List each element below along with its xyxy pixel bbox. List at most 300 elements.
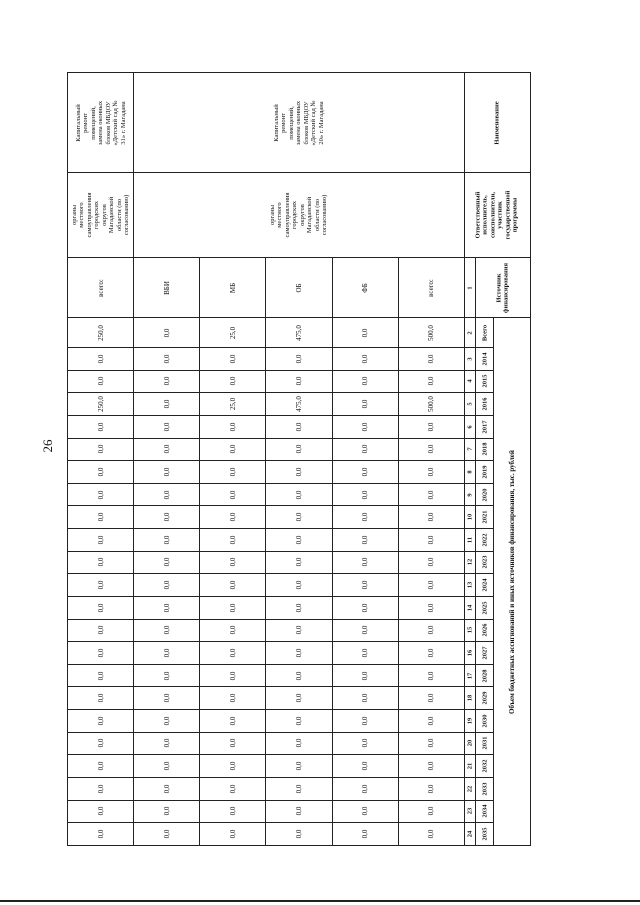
row-total-text: 25,0	[228, 326, 237, 339]
row-value	[68, 687, 134, 710]
row-value-text: 0,0	[228, 625, 237, 635]
col-number-2	[464, 318, 475, 348]
row-value	[200, 348, 266, 371]
row-value-text: 0,0	[361, 625, 370, 635]
row-value-text: 0,0	[96, 512, 105, 522]
row-value-text: 0,0	[295, 829, 304, 839]
col-number-text: 6	[466, 425, 474, 429]
row-value-text: 0,0	[228, 648, 237, 658]
bottom-rule	[0, 900, 640, 902]
row-value	[332, 710, 398, 733]
year-header-2028	[476, 664, 494, 687]
row-value-text: 0,0	[361, 739, 370, 748]
row-value-text: 0,0	[228, 671, 237, 680]
row-value-text: 0,0	[162, 671, 171, 680]
row-value-text: 0,0	[427, 603, 436, 613]
row-value-text: 0,0	[228, 739, 237, 748]
row-value	[332, 823, 398, 846]
row-value	[134, 506, 200, 529]
row-source-text: ВБИ	[162, 280, 171, 295]
row-value	[68, 438, 134, 461]
row-value	[200, 687, 266, 710]
row-value-text: 0,0	[96, 444, 105, 454]
row-value	[398, 687, 464, 710]
year-header-2033	[476, 777, 494, 800]
row-value	[200, 596, 266, 619]
col-number-text: 7	[466, 447, 474, 451]
row-value-text: 0,0	[96, 761, 105, 771]
row-value-text: 0,0	[228, 784, 237, 794]
row-executor-text: органы местного самоуправления городских округов Магаданской области (по согласованию)	[70, 192, 130, 238]
row-value	[266, 619, 332, 642]
col-number-text: 4	[466, 379, 474, 384]
row-value-text: 0,0	[162, 354, 171, 364]
row-value	[332, 506, 398, 529]
row-value-text: 0,0	[361, 829, 370, 839]
row-value-text: 0,0	[427, 761, 436, 771]
row-value	[68, 664, 134, 687]
row-value	[200, 370, 266, 393]
row-executor	[68, 173, 134, 258]
row-value-text: 0,0	[361, 377, 370, 386]
row-value	[200, 777, 266, 800]
col-number-14	[464, 596, 475, 619]
row-value	[398, 710, 464, 733]
year-label: 2014	[481, 352, 489, 366]
row-value	[200, 755, 266, 778]
row-value-text: 0,0	[361, 558, 370, 567]
col-number-text: 10	[466, 513, 474, 521]
col-number-text: 14	[466, 604, 474, 611]
row-value-text: 0,0	[295, 535, 304, 545]
year-header-2014	[476, 348, 494, 371]
row-value-text: 0,0	[96, 671, 105, 680]
row-value	[134, 348, 200, 371]
row-value-text: 0,0	[361, 580, 370, 590]
year-label: 2033	[481, 782, 489, 796]
row-value	[332, 529, 398, 552]
col-number-20	[464, 732, 475, 755]
col-number-1	[464, 258, 475, 318]
row-value-text: 0,0	[361, 512, 370, 522]
row-value-text: 0,0	[162, 625, 171, 635]
row-value-text: 0,0	[361, 535, 370, 545]
year-header-2021	[476, 506, 494, 529]
row-total-text: 250,0	[96, 324, 105, 341]
row-value	[200, 619, 266, 642]
row-value	[266, 777, 332, 800]
row-value	[200, 664, 266, 687]
col-number-text: 8	[466, 470, 474, 474]
row-value-text: 0,0	[295, 761, 304, 771]
row-value	[68, 393, 134, 416]
year-header-2024	[476, 574, 494, 597]
col-number-text: 1	[466, 285, 474, 290]
row-value	[68, 755, 134, 778]
row-value-text: 0,0	[96, 377, 105, 386]
row-value-text: 0,0	[228, 444, 237, 454]
row-value-text: 0,0	[228, 467, 237, 477]
row-value	[332, 687, 398, 710]
row-value	[68, 483, 134, 506]
row-value	[134, 777, 200, 800]
row-value-text: 0,0	[162, 784, 171, 794]
col-number-3	[464, 348, 475, 371]
row-value-text: 0,0	[427, 739, 436, 748]
row-value-text: 0,0	[96, 535, 105, 545]
row-source	[266, 258, 332, 318]
year-label: 2030	[481, 714, 489, 728]
row-value	[332, 370, 398, 393]
col-number-text: 5	[466, 402, 474, 406]
row-value-text: 0,0	[427, 467, 436, 477]
row-value-text: 0,0	[162, 467, 171, 477]
row-value-text: 0,0	[361, 784, 370, 794]
row-value-text: 0,0	[361, 693, 370, 703]
row-value	[134, 529, 200, 552]
row-value	[68, 415, 134, 438]
col-number-18	[464, 687, 475, 710]
row-value-text: 0,0	[295, 512, 304, 522]
col-number-text: 24	[466, 830, 474, 838]
row-value	[398, 483, 464, 506]
row-value-text: 0,0	[361, 444, 370, 454]
col-number-text: 21	[466, 762, 474, 770]
row-value-text: 0,0	[96, 580, 105, 590]
row-value	[68, 732, 134, 755]
total-header-text: Всего	[481, 324, 489, 341]
row-value-text: 0,0	[295, 716, 304, 726]
row-value	[134, 755, 200, 778]
row-value-text: 0,0	[228, 422, 237, 432]
row-value-text: 0,0	[295, 603, 304, 613]
row-value	[134, 596, 200, 619]
row-value	[398, 461, 464, 484]
row-value	[266, 393, 332, 416]
row-value	[398, 574, 464, 597]
col-executor-header	[464, 173, 530, 258]
row-value-text: 0,0	[295, 467, 304, 477]
year-header-2032	[476, 755, 494, 778]
row-value-text: 0,0	[96, 648, 105, 658]
row-value	[332, 461, 398, 484]
row-value-text: 250,0	[96, 396, 105, 412]
year-header-2016	[476, 393, 494, 416]
year-label: 2029	[481, 691, 489, 705]
row-value	[332, 393, 398, 416]
row-value	[68, 800, 134, 823]
row-value-text: 0,0	[361, 399, 370, 409]
row-value	[200, 529, 266, 552]
col-number-11	[464, 529, 475, 552]
row-total-text: 0,0	[361, 328, 370, 337]
row-value	[134, 370, 200, 393]
row-value-text: 0,0	[96, 739, 105, 748]
row-value	[134, 483, 200, 506]
row-value-text: 0,0	[96, 422, 105, 432]
row-total	[200, 318, 266, 348]
row-value-text: 0,0	[228, 603, 237, 613]
row-value-text: 0,0	[162, 648, 171, 658]
row-value-text: 0,0	[361, 806, 370, 816]
table-row	[398, 73, 464, 846]
row-value	[398, 529, 464, 552]
table-row	[68, 73, 134, 846]
col-number-21	[464, 755, 475, 778]
year-header-2019	[476, 461, 494, 484]
row-value	[332, 755, 398, 778]
row-total	[398, 318, 464, 348]
row-name-text: Капитальный ремонт помещений, замена оконных блоков МБДОУ «Детский сад № 31» г. Магадана	[74, 99, 127, 146]
row-value-text: 0,0	[228, 512, 237, 522]
year-header-2027	[476, 642, 494, 665]
row-value-text: 0,0	[361, 603, 370, 613]
row-value-text: 0,0	[96, 716, 105, 726]
row-value	[266, 755, 332, 778]
row-total	[332, 318, 398, 348]
row-value-text: 0,0	[361, 490, 370, 499]
year-label: 2028	[481, 669, 489, 683]
volume-title-header	[493, 318, 530, 846]
year-label: 2021	[481, 510, 489, 524]
row-source-text: ФБ	[361, 282, 370, 293]
row-value	[398, 370, 464, 393]
row-value-text: 0,0	[228, 490, 237, 499]
year-label: 2018	[481, 442, 489, 456]
row-value-text: 0,0	[162, 693, 171, 703]
row-value	[398, 642, 464, 665]
row-value	[266, 506, 332, 529]
year-header-2035	[476, 823, 494, 846]
row-value	[266, 438, 332, 461]
row-value-text: 0,0	[427, 580, 436, 590]
row-name-text: Капитальный ремонт помещений, замена оконных блоков МБДОУ «Детский сад № 20» г. Магадана	[272, 99, 325, 146]
row-value-text: 0,0	[427, 716, 436, 726]
year-label: 2019	[481, 465, 489, 479]
row-value-text: 0,0	[228, 580, 237, 590]
row-value	[398, 755, 464, 778]
col-executor-header-text: Ответственный исполнитель, соисполнители, участник государственной программы	[475, 190, 520, 240]
year-label: 2015	[481, 374, 489, 388]
year-label: 2023	[481, 555, 489, 569]
row-total	[68, 318, 134, 348]
year-label: 2035	[481, 827, 489, 841]
row-value-text: 0,0	[427, 377, 436, 386]
row-value	[398, 393, 464, 416]
row-value	[68, 574, 134, 597]
row-value-text: 0,0	[295, 354, 304, 364]
row-value	[134, 642, 200, 665]
year-label: 2017	[481, 420, 489, 434]
row-value	[332, 483, 398, 506]
row-value-text: 0,0	[427, 512, 436, 522]
row-source-text: всего:	[96, 278, 105, 297]
year-label: 2020	[481, 488, 489, 502]
row-value-text: 0,0	[427, 535, 436, 545]
row-value-text: 0,0	[427, 671, 436, 680]
col-number-text: 11	[466, 536, 474, 543]
row-value	[134, 619, 200, 642]
row-value	[134, 800, 200, 823]
year-header-2026	[476, 619, 494, 642]
year-header-2029	[476, 687, 494, 710]
row-value-text: 0,0	[427, 693, 436, 703]
row-total-text: 0,0	[162, 328, 171, 337]
row-total	[266, 318, 332, 348]
row-value	[200, 823, 266, 846]
row-value	[266, 687, 332, 710]
row-value-text: 0,0	[427, 558, 436, 567]
row-value-text: 0,0	[162, 603, 171, 613]
row-value-text: 0,0	[96, 806, 105, 816]
col-number-6	[464, 415, 475, 438]
row-value-text: 0,0	[228, 829, 237, 839]
row-value-text: 0,0	[162, 806, 171, 816]
row-value	[68, 777, 134, 800]
row-value-text: 0,0	[228, 354, 237, 364]
col-name-header	[464, 73, 530, 173]
row-value-text: 0,0	[295, 580, 304, 590]
col-name-header-text: Наименование	[493, 100, 501, 145]
row-value	[68, 710, 134, 733]
row-value	[134, 551, 200, 574]
row-value	[332, 619, 398, 642]
col-number-19	[464, 710, 475, 733]
row-value	[266, 370, 332, 393]
row-value-text: 0,0	[427, 422, 436, 432]
row-value	[398, 596, 464, 619]
page-number: 26	[40, 439, 55, 453]
row-executor-text: органы местного самоуправления городских округов Магаданской области (по согласованию)	[269, 192, 329, 238]
row-value	[200, 574, 266, 597]
row-value	[398, 348, 464, 371]
row-value-text: 0,0	[361, 671, 370, 680]
year-header-2025	[476, 596, 494, 619]
row-value	[200, 800, 266, 823]
row-source	[332, 258, 398, 318]
col-source-header-text: Источник финансирования	[495, 262, 511, 313]
row-value-text: 0,0	[228, 806, 237, 816]
year-label: 2026	[481, 623, 489, 637]
col-number-text: 2	[466, 330, 474, 335]
row-value-text: 0,0	[427, 806, 436, 816]
row-source-text: ОБ	[295, 282, 304, 293]
row-value	[398, 777, 464, 800]
row-value	[398, 800, 464, 823]
row-value	[332, 800, 398, 823]
row-value	[68, 506, 134, 529]
col-number-4	[464, 370, 475, 393]
row-value-text: 0,0	[361, 467, 370, 477]
col-number-7	[464, 438, 475, 461]
row-value-text: 0,0	[427, 490, 436, 499]
row-value	[200, 642, 266, 665]
row-executor	[134, 173, 465, 258]
row-value-text: 25,0	[228, 397, 237, 411]
row-value	[398, 619, 464, 642]
row-value-text: 0,0	[228, 377, 237, 386]
row-value	[68, 823, 134, 846]
row-value	[332, 574, 398, 597]
row-value-text: 0,0	[427, 829, 436, 839]
row-value	[68, 642, 134, 665]
year-label: 2025	[481, 601, 489, 615]
row-value	[200, 415, 266, 438]
row-value	[332, 415, 398, 438]
row-value-text: 0,0	[295, 739, 304, 748]
row-value	[200, 506, 266, 529]
row-source	[398, 258, 464, 318]
row-value	[200, 732, 266, 755]
row-value	[266, 800, 332, 823]
row-value-text: 0,0	[96, 467, 105, 477]
row-name	[68, 73, 134, 173]
row-value	[134, 664, 200, 687]
row-value	[266, 574, 332, 597]
col-number-9	[464, 483, 475, 506]
year-label: 2024	[481, 578, 489, 592]
row-total-text: 500,0	[427, 324, 436, 341]
col-number-24	[464, 823, 475, 846]
year-label: 2027	[481, 646, 489, 660]
row-value	[398, 551, 464, 574]
row-value-text: 0,0	[295, 490, 304, 499]
row-value-text: 0,0	[295, 671, 304, 680]
year-header-2023	[476, 551, 494, 574]
row-value-text: 0,0	[295, 648, 304, 658]
row-value	[398, 506, 464, 529]
row-value	[332, 664, 398, 687]
row-value	[134, 438, 200, 461]
row-value	[398, 732, 464, 755]
row-value	[134, 415, 200, 438]
row-value-text: 0,0	[96, 829, 105, 839]
year-header-2030	[476, 710, 494, 733]
row-value	[68, 348, 134, 371]
row-value	[200, 393, 266, 416]
row-value-text: 0,0	[162, 829, 171, 839]
row-source	[200, 258, 266, 318]
row-value	[266, 483, 332, 506]
row-value	[68, 596, 134, 619]
row-source	[134, 258, 200, 318]
year-header-2031	[476, 732, 494, 755]
row-value-text: 0,0	[295, 806, 304, 816]
row-value	[266, 529, 332, 552]
row-value	[332, 777, 398, 800]
row-value-text: 0,0	[295, 693, 304, 703]
year-label: 2034	[481, 804, 489, 818]
total-header	[476, 318, 494, 348]
row-value	[134, 393, 200, 416]
volume-title-text: Объем бюджетных ассигнований и иных источников финансирования, тыс. рублей	[507, 449, 516, 714]
row-value-text: 0,0	[228, 558, 237, 567]
row-value-text: 0,0	[427, 784, 436, 794]
row-value-text: 0,0	[96, 603, 105, 613]
col-number-8	[464, 461, 475, 484]
year-header-2020	[476, 483, 494, 506]
row-value-text: 0,0	[295, 377, 304, 386]
row-value-text: 0,0	[162, 422, 171, 432]
year-header-2017	[476, 415, 494, 438]
col-number-15	[464, 619, 475, 642]
row-value-text: 0,0	[228, 693, 237, 703]
row-value	[68, 461, 134, 484]
col-number-text: 3	[466, 357, 474, 361]
col-number-text: 18	[466, 694, 474, 702]
row-value-text: 0,0	[162, 761, 171, 771]
row-value-text: 0,0	[162, 377, 171, 386]
